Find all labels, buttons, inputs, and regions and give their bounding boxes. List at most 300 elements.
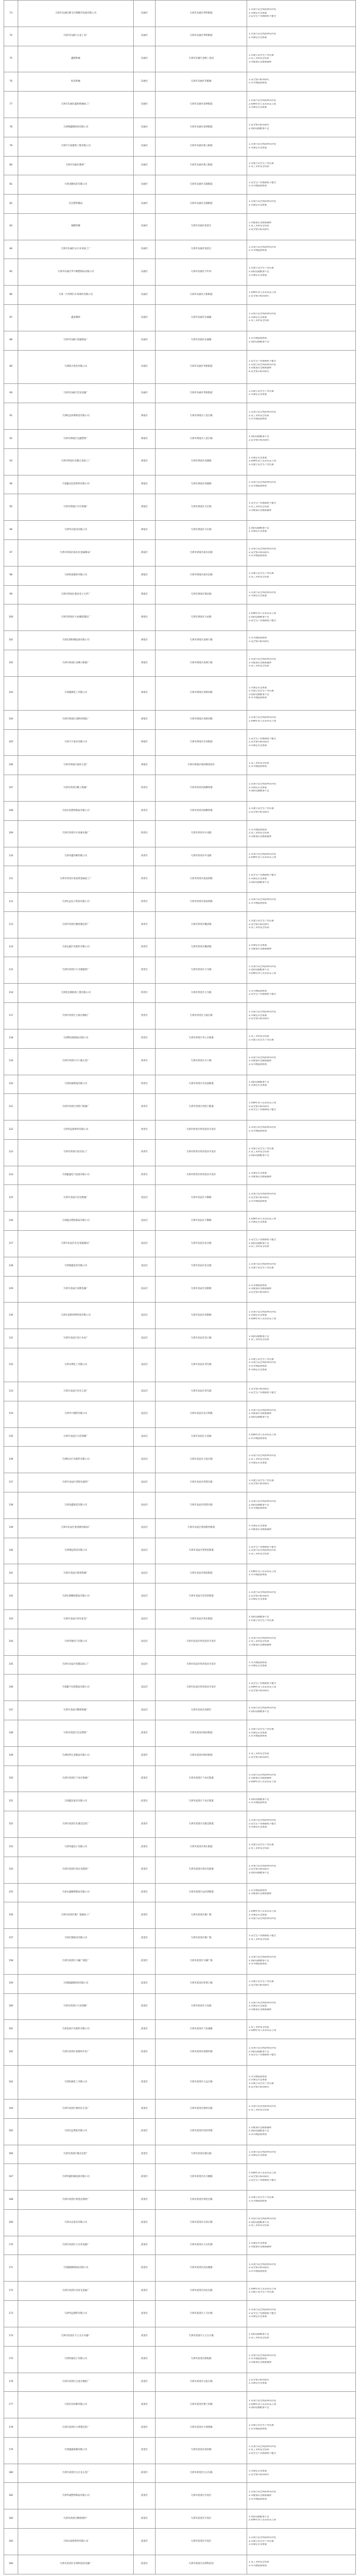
district: 津南区 <box>134 710 156 729</box>
district: 东丽区 <box>134 304 156 331</box>
table-row <box>4 2418 356 2438</box>
problem-list <box>247 194 356 213</box>
district: 津南区 <box>134 566 156 585</box>
table-row <box>4 1276 356 1303</box>
address: 天津市武清区梅厂镇 <box>156 1902 247 1929</box>
problem-list <box>247 1655 356 1675</box>
row-number: 141 <box>4 1564 18 1583</box>
district: 西青区 <box>134 1094 156 1120</box>
row-number: 157 <box>4 1929 18 1948</box>
problem-item: 2.未制定应急预案 <box>249 2079 267 2082</box>
problem-item: 3.安全生产管理制度不健全 <box>249 2452 276 2455</box>
problem-item: 1.安全生产管理制度不健全 <box>249 1682 276 1685</box>
district: 西青区 <box>134 1003 156 1029</box>
table-row <box>4 984 356 1003</box>
district: 武清区 <box>134 2282 156 2301</box>
row-number: 148 <box>4 1720 18 1746</box>
problem-item: 2.未制定应急预案 <box>249 11 267 15</box>
row-number: 93 <box>4 448 18 475</box>
row-number: 74 <box>4 27 18 46</box>
enterprise-name: 天津市武清区大王古庄木器厂 <box>18 2327 134 2346</box>
enterprise-name: 天津市北辰区北仓金属制品厂 <box>18 1231 134 1257</box>
table-row <box>4 775 356 802</box>
address: 天津市东丽区军粮城 <box>156 72 247 92</box>
problem-list <box>247 1883 356 1902</box>
enterprise-name: 天津联合机电有限公司 <box>18 350 134 384</box>
enterprise-name: 天津宏泰新材料科技有限公司 <box>18 1303 134 1329</box>
district: 北辰区 <box>134 1564 156 1583</box>
enterprise-name: 天津市西青区辛口镇五金厂 <box>18 1048 134 1075</box>
table-row <box>4 1792 356 1811</box>
problem-item: 2.未制定应急预案 <box>249 1913 267 1916</box>
address: 天津市东丽区金钟街道 <box>156 118 247 137</box>
problem-item: 3.未建立安全生产责任制 <box>249 463 274 467</box>
row-number: 144 <box>4 1629 18 1655</box>
district: 北辰区 <box>134 1610 156 1629</box>
row-number: 89 <box>4 350 18 384</box>
problem-list <box>247 1212 356 1231</box>
problem-item: 2.安全警示标识缺失 <box>249 2266 270 2270</box>
address: 天津市武清区泗村店镇 <box>156 2099 247 2118</box>
enterprise-name: 天津鑫宇包装制品有限公司 <box>18 1675 134 1701</box>
problem-item: 2.安全生产管理制度不健全 <box>249 2312 276 2315</box>
district: 武清区 <box>134 1838 156 1857</box>
table-row <box>4 1120 356 1140</box>
problem-item: 2.未进行安全风险辨识评估 <box>249 1361 276 1364</box>
row-number: 160 <box>4 1993 18 2020</box>
problem-item: 2.未配备应急救援器材 <box>249 1287 272 1291</box>
problem-item: 1.未开展隐患排查 <box>249 1284 267 1287</box>
problem-list <box>247 2118 356 2145</box>
table-row <box>4 1401 356 1427</box>
problem-item: 1.特种作业人员未持证上岗 <box>249 2287 276 2290</box>
district: 北辰区 <box>134 1185 156 1212</box>
district: 北辰区 <box>134 1212 156 1231</box>
row-number: 177 <box>4 2392 18 2418</box>
row-number: 166 <box>4 2145 18 2164</box>
table-row <box>4 631 356 650</box>
problem-item: 1.特种作业人员未持证上岗 <box>249 1433 276 1436</box>
problem-item: 1.未建立安全生产责任制 <box>249 1728 274 1731</box>
district: 西青区 <box>134 866 156 893</box>
table-row <box>4 1348 356 1382</box>
problem-item: 2.员工未经安全培训 <box>249 575 270 578</box>
problem-item: 2.安全生产管理制度不健全 <box>249 1391 276 1394</box>
row-number: 129 <box>4 1276 18 1303</box>
problem-item: 3.安全生产管理制度不健全 <box>249 619 276 622</box>
problem-item: 2.员工未经安全培训 <box>249 1847 270 1850</box>
problem-list <box>247 1993 356 2020</box>
problem-item: 3.未配备应急救援器材 <box>249 509 272 512</box>
district: 武清区 <box>134 2191 156 2210</box>
address: 天津市武清区城关镇 <box>156 2145 247 2164</box>
problem-item: 3.未制定应急预案 <box>249 744 267 747</box>
problem-item: 2.未制定应急预案 <box>249 1314 267 1317</box>
problem-list <box>247 475 356 494</box>
enterprise-name: 天津众鑫汽车配件有限公司 <box>18 938 134 957</box>
address: 天津市北辰区普东街道 <box>156 1610 247 1629</box>
table-row <box>4 2191 356 2210</box>
enterprise-name: 天津华盛电子有限公司 <box>18 1838 134 1857</box>
district: 北辰区 <box>134 1583 156 1610</box>
table-row <box>4 911 356 938</box>
problem-item: 3.消防设施配备不足 <box>249 693 270 696</box>
problem-list <box>247 893 356 912</box>
problem-item: 2.未开展隐患排查 <box>249 1437 267 1440</box>
address: 天津市武清区大碱厂镇 <box>156 1948 247 1974</box>
problem-list <box>247 1857 356 1883</box>
enterprise-name: 天津市武清区下朱庄机械厂 <box>18 1766 134 1792</box>
table-row <box>4 1675 356 1701</box>
enterprise-name: 天津利达纸制品有限公司 <box>18 1029 134 1048</box>
problem-item: 2.安全警示标识缺失 <box>249 1983 270 1987</box>
row-number: 113 <box>4 911 18 938</box>
district: 西青区 <box>134 1048 156 1075</box>
address: 天津市西青区经济技术开发区 <box>156 1139 247 1166</box>
district: 北辰区 <box>134 1303 156 1329</box>
table-row <box>4 2373 356 2392</box>
problem-list <box>247 1629 356 1655</box>
problem-item: 1.未进行安全风险辨识评估 <box>249 1126 276 1129</box>
district: 津南区 <box>134 475 156 494</box>
enterprise-name: 天津市武清区黄花店建材厂 <box>18 2191 134 2210</box>
table-row <box>4 710 356 729</box>
problem-item: 3.消防设施配备不足 <box>249 1154 270 1157</box>
problem-item: 1.未进行安全风险辨识评估 <box>249 246 276 249</box>
problem-list <box>247 2418 356 2438</box>
address: 天津市北辰区青光镇 <box>156 1348 247 1382</box>
district: 西青区 <box>134 847 156 866</box>
district: 武清区 <box>134 1993 156 2020</box>
table-row <box>4 585 356 604</box>
table-row <box>4 2555 356 2574</box>
district: 北辰区 <box>134 1427 156 1447</box>
address: 天津市津南区双桥河镇 <box>156 710 247 729</box>
problem-item: 1.安全生产管理制度不健全 <box>249 874 276 877</box>
problem-item: 1.未进行安全风险辨识评估 <box>249 1955 276 1959</box>
problem-list <box>247 137 356 156</box>
problem-item: 1.安全生产管理制度不健全 <box>249 502 276 505</box>
problem-item: 2.未配备应急救援器材 <box>249 2494 272 2497</box>
problem-item: 1.未进行安全风险辨识评估 <box>249 1310 276 1313</box>
problem-list <box>247 1048 356 1075</box>
row-number: 123 <box>4 1139 18 1166</box>
district: 武清区 <box>134 1974 156 1993</box>
address: 天津市东丽区华新街道 <box>156 350 247 384</box>
table-row <box>4 756 356 775</box>
district: 武清区 <box>134 2392 156 2418</box>
problem-item: 3.消防设施配备不足 <box>249 790 270 793</box>
row-number: 80 <box>4 156 18 175</box>
enterprise-name: 天津宏达印刷有限公司 <box>18 2392 134 2418</box>
problem-item: 3.安全警示标识缺失 <box>249 228 270 231</box>
district: 武清区 <box>134 1811 156 1838</box>
row-number: 109 <box>4 820 18 847</box>
enterprise-name: 天津宏图机械设备有限公司 <box>18 631 134 650</box>
problem-item: 2.安全警示标识缺失 <box>249 2473 270 2476</box>
problem-list <box>247 2236 356 2255</box>
address: 天津市武清区高村镇 <box>156 2437 247 2464</box>
problem-item: 1.未制定应急预案 <box>249 944 267 947</box>
district: 武清区 <box>134 1883 156 1902</box>
row-number: 75 <box>4 46 18 72</box>
problem-item: 1.未配备应急救援器材 <box>249 221 272 224</box>
problem-item: 2.未开展隐患排查 <box>249 484 267 487</box>
address: 天津市武清区大黄堡镇 <box>156 2418 247 2438</box>
enterprise-name: 天津市西青区中北镇木器厂 <box>18 820 134 847</box>
enterprise-name: 天津华远钢管有限公司 <box>18 2301 134 2327</box>
problem-list <box>247 2209 356 2236</box>
table-row <box>4 1094 356 1120</box>
problem-item: 2.员工未经安全培训 <box>249 414 270 417</box>
address: 天津市津南区北闸口镇 <box>156 631 247 650</box>
district: 东丽区 <box>134 118 156 137</box>
problem-list <box>247 566 356 585</box>
row-number: 92 <box>4 430 18 449</box>
problem-item: 2.安全警示标识缺失 <box>249 295 270 298</box>
enterprise-name: 天津永达家具有限公司 <box>18 2209 134 2236</box>
address: 天津市武清区下朱庄街道 <box>156 1766 247 1792</box>
problem-item: 3.消防设施配备不足 <box>249 1871 270 1874</box>
table-row <box>4 1075 356 1094</box>
enterprise-name: 天津金达钢结构工程有限公司 <box>18 984 134 1003</box>
problem-item: 2.安全警示标识缺失 <box>249 1756 270 1759</box>
problem-item: 4.未制定应急预案 <box>249 1368 267 1371</box>
row-number: 137 <box>4 1473 18 1492</box>
district: 武清区 <box>134 2065 156 2099</box>
enterprise-name: 天津市武清区豆张庄橡胶厂 <box>18 2373 134 2392</box>
problem-list <box>247 240 356 259</box>
problem-list <box>247 1564 356 1583</box>
row-number: 133 <box>4 1382 18 1401</box>
problem-item: 3.未开展隐患排查 <box>249 1963 267 1966</box>
table-row <box>4 1655 356 1675</box>
address: 天津市武清区黄庄街道 <box>156 1838 247 1857</box>
address: 天津市东丽区张贵庄 <box>156 213 247 240</box>
problem-list <box>247 1257 356 1276</box>
problem-item: 2.未配备应急救援器材 <box>249 661 272 664</box>
problem-item: 1.未进行安全风险辨识评估 <box>249 853 276 856</box>
problem-item: 1.消防设施配备不足 <box>249 2333 270 2336</box>
problem-list <box>247 2373 356 2392</box>
problem-item: 2.未制定应急预案 <box>249 877 267 880</box>
problem-list <box>247 2301 356 2327</box>
problem-item: 2.安全警示标识缺失 <box>249 741 270 744</box>
enterprise-name: 天津华通电气有限公司 <box>18 1629 134 1655</box>
table-row <box>4 2282 356 2301</box>
problem-item: 2.未开展隐患排查 <box>249 2427 267 2430</box>
problem-item: 2.员工未经安全培训 <box>249 1338 270 1342</box>
problem-item: 3.未建立安全生产责任制 <box>249 2082 274 2085</box>
problem-item: 3.未开展隐患排查 <box>249 1735 267 1738</box>
problem-item: 1.未进行安全风险辨识评估 <box>249 658 276 661</box>
problem-list <box>247 1166 356 1185</box>
table-row <box>4 384 356 403</box>
problem-item: 2.未开展隐患排查 <box>249 2358 267 2361</box>
address: 天津市津南区长青街道 <box>156 729 247 756</box>
enterprise-name: 天津市津南区北闸口纸箱厂 <box>18 650 134 676</box>
problem-item: 2.员工未经安全培训 <box>249 2108 270 2111</box>
problem-item: 1.员工未经安全培训 <box>249 762 270 765</box>
table-row <box>4 2464 356 2483</box>
row-number: 140 <box>4 1538 18 1564</box>
problem-list <box>247 775 356 802</box>
problem-item: 2.安全警示标识缺失 <box>249 1105 270 1108</box>
row-number: 183 <box>4 2529 18 2555</box>
problem-item: 3.安全生产管理制度不健全 <box>249 2179 276 2182</box>
enterprise-name: 天津市武清区城关包装厂 <box>18 2145 134 2164</box>
problem-item: 2.未开展隐患排查 <box>249 2200 267 2203</box>
table-row <box>4 2529 356 2555</box>
address: 天津市东丽区无瑕街道 <box>156 194 247 213</box>
table-row <box>4 2065 356 2099</box>
row-number: 155 <box>4 1883 18 1902</box>
problem-item: 1.特种作业人员未持证上岗 <box>249 1570 276 1573</box>
district: 武清区 <box>134 1720 156 1746</box>
district: 北辰区 <box>134 1538 156 1564</box>
enterprise-name: 天津市津南区宏鑫塑料厂 <box>18 430 134 449</box>
district: 东丽区 <box>134 331 156 350</box>
problem-item: 1.未进行安全风险辨识评估 <box>249 783 276 786</box>
problem-list <box>247 1094 356 1120</box>
problem-list <box>247 286 356 305</box>
district: 北辰区 <box>134 1492 156 1518</box>
table-row <box>4 938 356 957</box>
problem-item: 1.未进行安全风险辨识评估 <box>249 591 276 594</box>
problem-list <box>247 2065 356 2099</box>
problem-item: 2.员工未经安全培训 <box>249 2336 270 2339</box>
table-row <box>4 1 356 27</box>
problem-list <box>247 46 356 72</box>
problem-list <box>247 1746 356 1766</box>
problem-item: 4.安全警示标识缺失 <box>249 2085 270 2089</box>
problem-list <box>247 676 356 710</box>
district: 西青区 <box>134 1166 156 1185</box>
district: 西青区 <box>134 957 156 984</box>
address: 天津市武清区开发区 <box>156 2483 247 2509</box>
table-row <box>4 1427 356 1447</box>
row-number: 84 <box>4 240 18 259</box>
problem-item: 3.特种作业人员未持证上岗 <box>249 1780 276 1783</box>
district: 北辰区 <box>134 1382 156 1401</box>
table-row <box>4 448 356 475</box>
problem-list <box>247 1029 356 1048</box>
problem-item: 1.未配备应急救援器材 <box>249 2126 272 2129</box>
problem-item: 1.特种作业人员未持证上岗 <box>249 2172 276 2175</box>
address: 天津市西青区张家窝镇 <box>156 866 247 893</box>
table-row <box>4 259 356 286</box>
district: 东丽区 <box>134 27 156 46</box>
problem-item: 1.未制定应急预案 <box>249 2469 267 2472</box>
row-number: 77 <box>4 92 18 118</box>
row-number: 76 <box>4 72 18 92</box>
table-row <box>4 1902 356 1929</box>
enterprise-name: 天津市武清区精密铸件厂 <box>18 2509 134 2529</box>
problem-item: 1.安全生产管理制度不健全 <box>249 1239 276 1242</box>
address: 天津市武清区东蒲洼街道 <box>156 1811 247 1838</box>
enterprise-name: 天津市武清区宏达塑料厂 <box>18 1720 134 1746</box>
row-number: 143 <box>4 1610 18 1629</box>
table-row <box>4 1766 356 1792</box>
problem-item: 1.未进行安全风险辨识评估 <box>249 1193 276 1196</box>
enterprise-name: 天津市西青区大寺镇建材厂 <box>18 957 134 984</box>
row-number: 86 <box>4 286 18 305</box>
district: 武清区 <box>134 2301 156 2327</box>
table-row <box>4 893 356 912</box>
district: 津南区 <box>134 585 156 604</box>
problem-list <box>247 1720 356 1746</box>
problem-item: 2.员工未经安全培训 <box>249 165 270 169</box>
problem-item: 1.未进行安全风险辨识评估 <box>249 143 276 146</box>
problem-item: 1.未开展隐患排查 <box>249 637 267 640</box>
problem-item: 2.安全生产管理制度不健全 <box>249 1822 276 1825</box>
problem-item: 1.安全警示标识缺失 <box>249 1388 270 1391</box>
enterprise-name: 天津宏远塑胶有限公司 <box>18 2118 134 2145</box>
problem-item: 3.未开展隐患排查 <box>249 418 267 421</box>
problem-list <box>247 710 356 729</box>
problem-list <box>247 304 356 331</box>
row-number: 142 <box>4 1583 18 1610</box>
problem-item: 1.未建立安全生产责任制 <box>249 1844 274 1847</box>
problem-item: 2.员工未经安全培训 <box>249 1458 270 1461</box>
row-number: 154 <box>4 1857 18 1883</box>
problem-item: 2.未制定应急预案 <box>249 786 267 789</box>
problem-item: 1.消防设施配备不足 <box>249 435 270 439</box>
enterprise-name: 天津鑫源化工有限公司 <box>18 676 134 710</box>
problem-item: 3.未配备应急救援器材 <box>249 60 272 63</box>
problem-item: 2.未制定应急预案 <box>249 1221 267 1224</box>
row-number: 107 <box>4 775 18 802</box>
problem-item: 1.未进行安全风险辨识评估 <box>249 2354 276 2357</box>
problem-item: 1.未进行安全风险辨识评估 <box>249 99 276 102</box>
problem-item: 1.未制定应急预案 <box>249 2242 267 2245</box>
row-number: 130 <box>4 1303 18 1329</box>
problem-item: 1.安全警示标识缺失 <box>249 124 270 127</box>
problem-item: 3.员工未经安全培训 <box>249 319 270 323</box>
problem-item: 2.未建立安全生产责任制 <box>249 690 274 693</box>
problem-item: 1.安全警示标识缺失 <box>249 2378 270 2381</box>
problem-item: 2.安全警示标识缺失 <box>249 1594 270 1598</box>
row-number: 110 <box>4 847 18 866</box>
enterprise-name: 天津市津南区葛沽电子元件厂 <box>18 585 134 604</box>
problem-item: 1.未建立安全生产责任制 <box>249 572 274 575</box>
address: 天津市西青区中北镇 <box>156 847 247 866</box>
table-row <box>4 2483 356 2509</box>
enterprise-name: 天津市东丽区建材厂 <box>18 156 134 175</box>
enterprise-name: 通顺印刷 <box>18 213 134 240</box>
table-row <box>4 866 356 893</box>
problem-list <box>247 27 356 46</box>
row-number: 181 <box>4 2483 18 2509</box>
row-number: 96 <box>4 521 18 540</box>
address: 天津市西青区杨柳青镇 <box>156 775 247 802</box>
problem-item: 1.未制定应急预案 <box>249 456 267 459</box>
address: 天津市津南区八里台镇 <box>156 430 247 449</box>
problem-item: 3.员工未经安全培训 <box>249 1552 270 1555</box>
row-number: 112 <box>4 893 18 912</box>
row-number: 168 <box>4 2191 18 2210</box>
enterprise-name: 天津华鑫印刷有限公司 <box>18 847 134 866</box>
address: 天津市东丽区万新街道 <box>156 286 247 305</box>
problem-list <box>247 2483 356 2509</box>
problem-item: 1.未进行安全风险辨识评估 <box>249 1454 276 1458</box>
enterprise-name: 天津市武清区梅厂金属加工厂 <box>18 1902 134 1929</box>
problem-item: 1.未进行安全风险辨识评估 <box>249 2400 276 2403</box>
table-row <box>4 729 356 756</box>
district: 武清区 <box>134 2483 156 2509</box>
problem-item: 3.未开展隐患排查 <box>249 1063 267 1066</box>
problem-item: 1.员工未经安全培训 <box>249 1035 270 1038</box>
